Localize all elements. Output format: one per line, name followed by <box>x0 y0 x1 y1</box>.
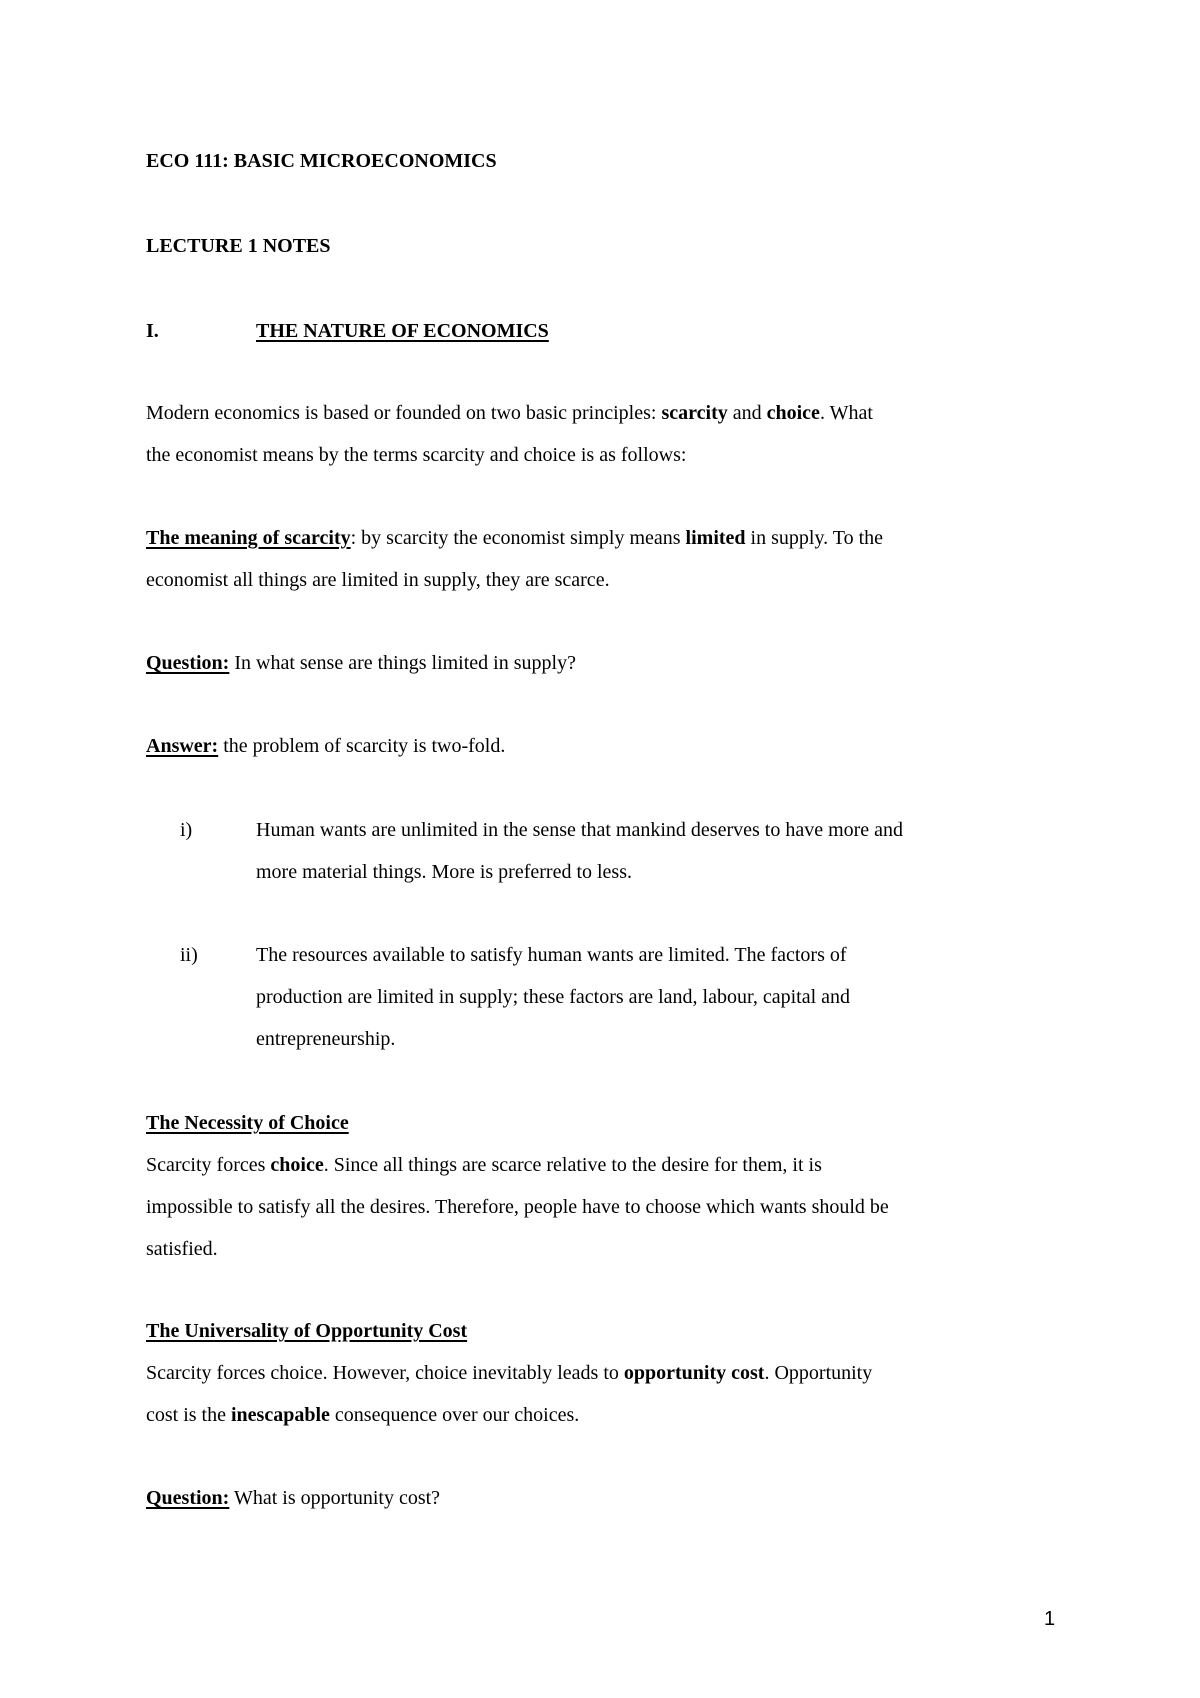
scarcity-line-1: The meaning of scarcity: by scarcity the economist simply means limited in supply. To the <box>146 527 884 549</box>
opportunity-heading: The Universality of Opportunity Cost <box>146 1320 468 1342</box>
scarcity-line-2: economist all things are limited in supply, they are scarce. <box>146 569 610 591</box>
opportunity-line-1: Scarcity forces choice. However, choice inevitably leads to opportunity cost. Opportunity <box>146 1362 873 1384</box>
choice-line-2: impossible to satisfy all the desires. Therefore, people have to choose which wants should be <box>146 1196 889 1218</box>
question-1: Question: In what sense are things limited in supply? <box>146 652 576 674</box>
choice-heading: The Necessity of Choice <box>146 1112 349 1134</box>
page-number: 1 <box>1044 1608 1056 1630</box>
list-item-1-line-1: Human wants are unlimited in the sense that mankind deserves to have more and <box>256 819 904 841</box>
intro-line-1: Modern economics is based or founded on two basic principles: scarcity and choice. What <box>146 402 873 424</box>
choice-line-3: satisfied. <box>146 1238 218 1260</box>
list-item-1-line-2: more material things. More is preferred to less. <box>256 861 632 883</box>
choice-line-1: Scarcity forces choice. Since all things are scarce relative to the desire for them, it is <box>146 1154 822 1176</box>
lecture-title: LECTURE 1 NOTES <box>146 235 331 257</box>
question-label: Question: <box>146 652 230 674</box>
question-2: Question: What is opportunity cost? <box>146 1487 441 1509</box>
list-item-2-line-3: entrepreneurship. <box>256 1028 396 1050</box>
list-marker: ii) <box>180 944 198 966</box>
intro-line-2: the economist means by the terms scarcity and choice is as follows: <box>146 444 687 466</box>
scarcity-heading: The meaning of scarcity <box>146 527 351 549</box>
list-item-2-line-2: production are limited in supply; these factors are land, labour, capital and <box>256 986 851 1008</box>
section-heading: THE NATURE OF ECONOMICS <box>256 320 549 342</box>
question-label: Question: <box>146 1487 230 1509</box>
answer-label: Answer: <box>146 735 219 757</box>
section-number: I. <box>146 320 159 342</box>
list-marker: i) <box>180 819 193 841</box>
opportunity-line-2: cost is the inescapable consequence over our choices. <box>146 1404 580 1426</box>
answer-1: Answer: the problem of scarcity is two-fold. <box>146 735 506 757</box>
course-title: ECO 111: BASIC MICROECONOMICS <box>146 150 497 172</box>
list-item-2-line-1: The resources available to satisfy human wants are limited. The factors of <box>256 944 847 966</box>
